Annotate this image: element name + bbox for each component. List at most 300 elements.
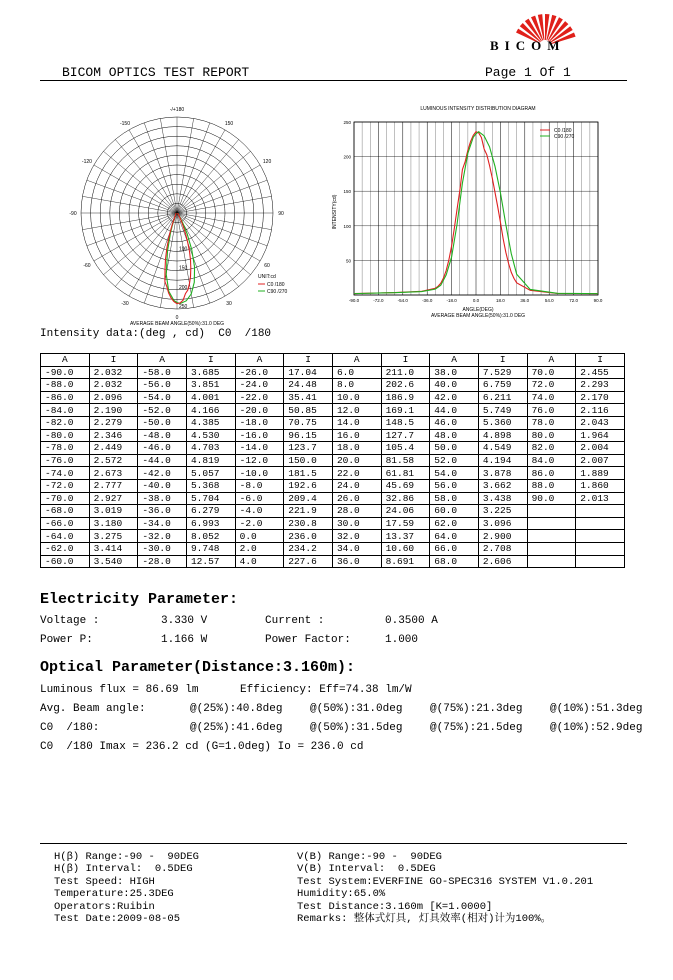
table-row — [41, 542, 625, 555]
table-cell: 181.5 — [284, 467, 333, 480]
test-date: Test Date:2009-08-05 — [54, 913, 181, 926]
chart-x-tick: 54.0 — [544, 298, 554, 303]
chart-x-tick: 90.0 — [593, 298, 603, 303]
table-cell: 16.0 — [332, 429, 381, 442]
chart-x-tick: -90.0 — [348, 298, 360, 303]
table-cell: -6.0 — [235, 492, 284, 505]
table-row — [41, 467, 625, 480]
polar-radial-label: 250 — [179, 304, 188, 310]
table-cell: 4.530 — [186, 429, 235, 442]
table-cell: -22.0 — [235, 391, 284, 404]
table-cell: 192.6 — [284, 479, 333, 492]
polar-angle-label: 30 — [226, 301, 232, 308]
table-cell: 70.75 — [284, 416, 333, 429]
chart-y-tick: 150 — [343, 189, 351, 195]
table-cell: 80.0 — [527, 429, 576, 442]
table-cell: -18.0 — [235, 416, 284, 429]
efficiency: Efficiency: Eff=74.38 lm/W — [240, 684, 412, 696]
table-cell — [576, 517, 625, 530]
table-cell: 50.85 — [284, 404, 333, 417]
polar-radial-label: 200 — [179, 284, 188, 291]
table-row — [41, 429, 625, 442]
table-row — [41, 555, 625, 568]
table-cell: -70.0 — [41, 492, 90, 505]
table-cell: 8.691 — [381, 555, 430, 568]
table-cell: -42.0 — [138, 467, 187, 480]
table-cell: -10.0 — [235, 467, 284, 480]
table-cell: 84.0 — [527, 454, 576, 467]
table-cell: 150.0 — [284, 454, 333, 467]
table-cell: 60.0 — [430, 505, 479, 518]
table-cell: 8.0 — [332, 379, 381, 392]
table-cell: 3.180 — [89, 517, 138, 530]
table-cell — [527, 530, 576, 543]
table-cell: 234.2 — [284, 542, 333, 555]
chart-y-tick: 200 — [343, 154, 351, 160]
table-cell: -58.0 — [138, 366, 187, 379]
table-cell: 5.749 — [478, 404, 527, 417]
table-cell: 3.225 — [478, 505, 527, 518]
table-cell: -50.0 — [138, 416, 187, 429]
table-row — [41, 416, 625, 429]
table-cell: 42.0 — [430, 391, 479, 404]
table-cell: -62.0 — [41, 542, 90, 555]
table-cell: 169.1 — [381, 404, 430, 417]
polar-angle-label: -90 — [69, 211, 77, 217]
intensity-line-chart — [328, 100, 608, 322]
chart-x-tick: 0.0 — [472, 298, 480, 303]
table-header-cell: A — [332, 354, 381, 367]
table-cell: 2.116 — [576, 404, 625, 417]
intensity-table — [40, 353, 625, 568]
voltage-label: Voltage : — [40, 615, 100, 627]
table-cell: 81.58 — [381, 454, 430, 467]
avg-beam-50: @(50%):31.0deg — [310, 703, 403, 715]
table-cell: 221.9 — [284, 505, 333, 518]
table-row — [41, 366, 625, 379]
table-cell: 38.0 — [430, 366, 479, 379]
header-rule — [40, 80, 627, 81]
table-cell: 76.0 — [527, 404, 576, 417]
table-cell: 4.703 — [186, 442, 235, 455]
chart-x-tick: 72.0 — [569, 298, 578, 303]
polar-angle-label: 0 — [175, 315, 179, 321]
polar-angle-label: 150 — [224, 120, 234, 127]
chart-y-tick: 250 — [343, 120, 351, 125]
table-cell: 3.851 — [186, 379, 235, 392]
table-cell: -36.0 — [138, 505, 187, 518]
table-cell: 230.8 — [284, 517, 333, 530]
table-cell: -44.0 — [138, 454, 187, 467]
table-cell: 28.0 — [332, 505, 381, 518]
table-cell: 2.096 — [89, 391, 138, 404]
table-cell: 123.7 — [284, 442, 333, 455]
table-cell: -88.0 — [41, 379, 90, 392]
table-cell: -52.0 — [138, 404, 187, 417]
table-cell: 6.279 — [186, 505, 235, 518]
table-cell: 66.0 — [430, 542, 479, 555]
polar-angle-label: 60 — [264, 263, 270, 269]
table-row — [41, 492, 625, 505]
table-cell: -82.0 — [41, 416, 90, 429]
power-value: 1.166 W — [161, 634, 208, 646]
remarks: Remarks: 整体式灯具, 灯具效率(相对)计为100%。 — [297, 913, 552, 926]
chart-ylabel: INTENSITY(cd) — [332, 194, 338, 230]
avg-beam-25: @(25%):40.8deg — [190, 703, 283, 715]
test-system: Test System:EVERFINE GO-SPEC316 SYSTEM V1.0.201 — [297, 875, 594, 888]
chart-legend — [540, 128, 575, 140]
table-cell: 2.293 — [576, 379, 625, 392]
table-cell: 186.9 — [381, 391, 430, 404]
imax-line: C0 /180 Imax = 236.2 cd (G=1.0deg) Io = 236.0 cd — [40, 741, 364, 753]
polar-angle-label: -150 — [119, 120, 131, 127]
table-cell: 24.48 — [284, 379, 333, 392]
table-cell — [576, 542, 625, 555]
table-cell — [576, 555, 625, 568]
polar-angle-label: -30 — [121, 301, 129, 308]
chart-title: LUMINOUS INTENSITY DISTRIBUTION DIAGRAM — [420, 106, 536, 112]
chart-caption: AVERAGE BEAM ANGLE(50%):31.0 DEG — [430, 313, 526, 319]
table-cell: 2.170 — [576, 391, 625, 404]
chart-xlabel: ANGLE(DEG) — [462, 307, 494, 313]
table-cell: 2.032 — [89, 379, 138, 392]
table-cell: 72.0 — [527, 379, 576, 392]
table-cell: -40.0 — [138, 479, 187, 492]
table-cell: 4.0 — [235, 555, 284, 568]
table-cell: 0.0 — [235, 530, 284, 543]
table-header-cell: A — [527, 354, 576, 367]
table-cell: 3.275 — [89, 530, 138, 543]
table-cell: 3.685 — [186, 366, 235, 379]
test-speed: Test Speed: HIGH — [54, 875, 155, 888]
table-cell: 14.0 — [332, 416, 381, 429]
table-cell: 7.529 — [478, 366, 527, 379]
power-factor-label: Power Factor: — [265, 634, 351, 646]
table-cell: 30.0 — [332, 517, 381, 530]
table-cell — [576, 505, 625, 518]
table-cell: 227.6 — [284, 555, 333, 568]
c0-beam-label: C0 /180: — [40, 722, 100, 734]
table-cell: 5.704 — [186, 492, 235, 505]
table-cell: 10.60 — [381, 542, 430, 555]
table-cell: -34.0 — [138, 517, 187, 530]
table-cell: 148.5 — [381, 416, 430, 429]
table-cell: 68.0 — [430, 555, 479, 568]
v-range: V(B) Range:-90 - 90DEG — [297, 851, 442, 863]
power-label: Power P: — [40, 634, 93, 646]
table-cell: -24.0 — [235, 379, 284, 392]
table-cell: 6.993 — [186, 517, 235, 530]
footer-left — [54, 851, 199, 925]
table-cell: 26.0 — [332, 492, 381, 505]
table-cell — [527, 517, 576, 530]
table-cell: -12.0 — [235, 454, 284, 467]
table-cell: 74.0 — [527, 391, 576, 404]
polar-angle-label: -/+180 — [169, 107, 185, 113]
polar-angle-label: -60 — [83, 263, 91, 269]
table-cell: 78.0 — [527, 416, 576, 429]
polar-angle-label: -120 — [81, 159, 92, 165]
table-cell: 3.662 — [478, 479, 527, 492]
avg-beam-75: @(75%):21.3deg — [430, 703, 523, 715]
table-cell: 2.606 — [478, 555, 527, 568]
table-cell: 2.190 — [89, 404, 138, 417]
table-cell: -16.0 — [235, 429, 284, 442]
polar-legend — [258, 274, 288, 295]
table-cell: 52.0 — [430, 454, 479, 467]
table-cell: -86.0 — [41, 391, 90, 404]
table-header-cell: A — [430, 354, 479, 367]
table-cell: 2.777 — [89, 479, 138, 492]
table-row — [41, 404, 625, 417]
table-cell: 127.7 — [381, 429, 430, 442]
table-cell: 2.927 — [89, 492, 138, 505]
table-header-cell: I — [186, 354, 235, 367]
table-header-cell: I — [478, 354, 527, 367]
table-cell: -28.0 — [138, 555, 187, 568]
temperature: Temperature:25.3DEG — [54, 888, 174, 901]
table-cell: 18.0 — [332, 442, 381, 455]
table-cell: 82.0 — [527, 442, 576, 455]
table-cell: 3.414 — [89, 542, 138, 555]
test-distance: Test Distance:3.160m [K=1.0000] — [297, 900, 493, 913]
table-header-cell: A — [41, 354, 90, 367]
table-row — [41, 517, 625, 530]
table-row — [41, 379, 625, 392]
table-cell: 209.4 — [284, 492, 333, 505]
current-value: 0.3500 A — [385, 615, 438, 627]
table-cell: -2.0 — [235, 517, 284, 530]
table-cell: 46.0 — [430, 416, 479, 429]
table-cell: -76.0 — [41, 454, 90, 467]
table-cell: 2.0 — [235, 542, 284, 555]
table-cell: 2.673 — [89, 467, 138, 480]
polar-caption: AVERAGE BEAM ANGLE(50%):31.0 DEG — [129, 321, 225, 327]
table-cell: 88.0 — [527, 479, 576, 492]
table-cell: 6.211 — [478, 391, 527, 404]
table-row — [41, 391, 625, 404]
table-cell: 24.0 — [332, 479, 381, 492]
luminous-flux: Luminous flux = 86.69 lm — [40, 684, 199, 696]
table-cell: -72.0 — [41, 479, 90, 492]
table-cell: 34.0 — [332, 542, 381, 555]
h-range: H(β) Range:-90 - 90DEG — [54, 851, 199, 863]
table-cell — [527, 505, 576, 518]
table-cell: 96.15 — [284, 429, 333, 442]
table-cell: 12.57 — [186, 555, 235, 568]
table-cell: 8.052 — [186, 530, 235, 543]
table-cell: -80.0 — [41, 429, 90, 442]
table-cell: 2.572 — [89, 454, 138, 467]
polar-angle-label: 90 — [278, 211, 284, 217]
table-row — [41, 442, 625, 455]
table-cell: 20.0 — [332, 454, 381, 467]
table-cell — [576, 530, 625, 543]
brand-logo — [470, 10, 620, 56]
voltage-value: 3.330 V — [161, 615, 208, 627]
table-cell: 3.878 — [478, 467, 527, 480]
table-cell: -84.0 — [41, 404, 90, 417]
table-cell: 44.0 — [430, 404, 479, 417]
c0-beam-75: @(75%):21.5deg — [430, 722, 523, 734]
table-cell: -30.0 — [138, 542, 187, 555]
table-cell: 86.0 — [527, 467, 576, 480]
table-cell: 1.889 — [576, 467, 625, 480]
table-row — [41, 505, 625, 518]
report-title: BICOM OPTICS TEST REPORT — [62, 65, 250, 80]
table-cell: 4.819 — [186, 454, 235, 467]
polar-unit-label: UNIT:cd — [258, 274, 276, 280]
table-cell: 35.41 — [284, 391, 333, 404]
table-cell: 4.898 — [478, 429, 527, 442]
table-cell: 2.279 — [89, 416, 138, 429]
table-cell — [527, 555, 576, 568]
table-cell: 70.0 — [527, 366, 576, 379]
table-cell: -74.0 — [41, 467, 90, 480]
table-cell: 2.032 — [89, 366, 138, 379]
table-cell: 2.004 — [576, 442, 625, 455]
table-cell: -60.0 — [41, 555, 90, 568]
table-cell: 56.0 — [430, 479, 479, 492]
humidity: Humidity:65.0% — [297, 888, 386, 901]
table-cell: 13.37 — [381, 530, 430, 543]
table-cell: 236.0 — [284, 530, 333, 543]
table-cell: 50.0 — [430, 442, 479, 455]
table-cell: 211.0 — [381, 366, 430, 379]
footer-right — [297, 851, 593, 925]
table-cell: 5.057 — [186, 467, 235, 480]
table-cell: -64.0 — [41, 530, 90, 543]
table-cell: 2.007 — [576, 454, 625, 467]
table-header-cell: I — [284, 354, 333, 367]
table-cell: 12.0 — [332, 404, 381, 417]
polar-chart — [62, 106, 292, 328]
table-cell: 24.06 — [381, 505, 430, 518]
table-cell: -56.0 — [138, 379, 187, 392]
table-cell: 10.0 — [332, 391, 381, 404]
legend-c0: C0 /180 — [554, 128, 572, 134]
table-cell: 3.540 — [89, 555, 138, 568]
table-cell: 64.0 — [430, 530, 479, 543]
table-cell: 36.0 — [332, 555, 381, 568]
operators: Operators:Ruibin — [54, 900, 155, 913]
polar-angle-label: 120 — [262, 159, 272, 165]
page-indicator: Page 1 Of 1 — [485, 65, 571, 80]
table-row — [41, 454, 625, 467]
table-cell: 4.549 — [478, 442, 527, 455]
table-cell: -48.0 — [138, 429, 187, 442]
table-header-cell: I — [89, 354, 138, 367]
table-cell: 202.6 — [381, 379, 430, 392]
table-cell: -90.0 — [41, 366, 90, 379]
c0-beam-25: @(25%):41.6deg — [190, 722, 283, 734]
table-cell: 9.748 — [186, 542, 235, 555]
table-cell: 3.096 — [478, 517, 527, 530]
table-cell: 2.449 — [89, 442, 138, 455]
h-interval: H(β) Interval: 0.5DEG — [54, 863, 193, 876]
table-cell: 17.59 — [381, 517, 430, 530]
table-cell: -66.0 — [41, 517, 90, 530]
table-cell: -8.0 — [235, 479, 284, 492]
table-cell: 6.0 — [332, 366, 381, 379]
table-cell: 61.81 — [381, 467, 430, 480]
polar-radial-label: 100 — [179, 246, 188, 253]
table-cell: 5.368 — [186, 479, 235, 492]
chart-x-tick: -54.0 — [397, 298, 408, 303]
v-interval: V(B) Interval: 0.5DEG — [297, 863, 436, 876]
table-header-cell: A — [235, 354, 284, 367]
table-cell: -46.0 — [138, 442, 187, 455]
chart-x-tick: 36.0 — [520, 298, 530, 303]
table-row — [41, 530, 625, 543]
legend-c90: C90 /270 — [554, 134, 575, 140]
table-cell: -4.0 — [235, 505, 284, 518]
table-cell: 2.346 — [89, 429, 138, 442]
table-cell: 3.019 — [89, 505, 138, 518]
current-label: Current : — [265, 615, 325, 627]
electricity-title: Electricity Parameter: — [40, 591, 239, 608]
chart-x-tick: -36.0 — [422, 298, 433, 303]
table-cell: 1.860 — [576, 479, 625, 492]
table-cell: 22.0 — [332, 467, 381, 480]
logo-ray — [545, 14, 549, 40]
brand-name: BICOM — [490, 38, 566, 53]
table-cell: 40.0 — [430, 379, 479, 392]
table-cell — [527, 542, 576, 555]
table-cell: 3.438 — [478, 492, 527, 505]
table-cell: 62.0 — [430, 517, 479, 530]
table-cell: 2.013 — [576, 492, 625, 505]
polar-legend-c90: C90 /270 — [267, 289, 288, 295]
table-cell: 5.360 — [478, 416, 527, 429]
chart-y-tick: 100 — [343, 223, 351, 229]
table-cell: 6.759 — [478, 379, 527, 392]
table-cell: -32.0 — [138, 530, 187, 543]
table-cell: -20.0 — [235, 404, 284, 417]
table-cell: 2.043 — [576, 416, 625, 429]
avg-beam-label: Avg. Beam angle: — [40, 703, 146, 715]
table-cell: -54.0 — [138, 391, 187, 404]
c0-beam-10: @(10%):52.9deg — [550, 722, 643, 734]
table-cell: 2.900 — [478, 530, 527, 543]
footer-rule — [40, 843, 627, 844]
table-cell: -78.0 — [41, 442, 90, 455]
table-cell: 48.0 — [430, 429, 479, 442]
chart-x-tick: -18.0 — [446, 298, 457, 303]
table-cell: 2.708 — [478, 542, 527, 555]
table-cell: 90.0 — [527, 492, 576, 505]
polar-radial-label: 150 — [179, 265, 188, 272]
table-cell: 32.86 — [381, 492, 430, 505]
intensity-table-caption: Intensity data:(deg , cd) C0 /180 — [40, 328, 272, 340]
c0-beam-50: @(50%):31.5deg — [310, 722, 403, 734]
table-cell: 4.166 — [186, 404, 235, 417]
table-header-cell: I — [381, 354, 430, 367]
table-cell: 2.455 — [576, 366, 625, 379]
table-cell: 4.194 — [478, 454, 527, 467]
table-cell: 45.69 — [381, 479, 430, 492]
table-cell: 58.0 — [430, 492, 479, 505]
chart-y-tick: 50 — [345, 258, 351, 264]
table-cell: 17.04 — [284, 366, 333, 379]
table-cell: -38.0 — [138, 492, 187, 505]
table-cell: 105.4 — [381, 442, 430, 455]
chart-x-tick: -72.0 — [373, 298, 384, 303]
table-cell: -26.0 — [235, 366, 284, 379]
chart-x-tick: 18.0 — [496, 298, 505, 303]
table-cell: 1.964 — [576, 429, 625, 442]
power-factor-value: 1.000 — [385, 634, 419, 646]
